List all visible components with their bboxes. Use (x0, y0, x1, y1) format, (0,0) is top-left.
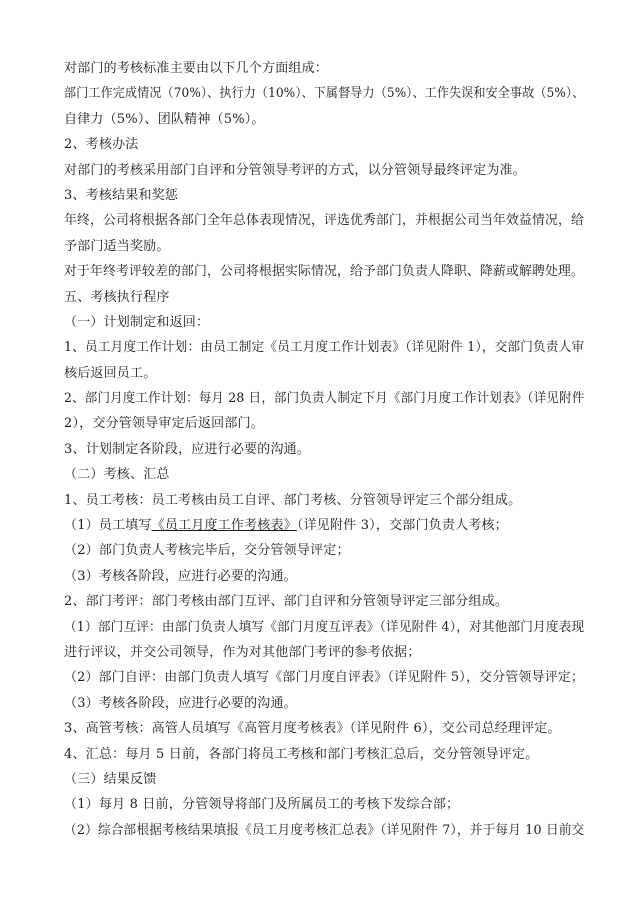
text-line: 予部门适当奖励。 (64, 238, 170, 254)
text-line: 2），交分管领导审定后返回部门。 (64, 416, 264, 432)
text-line: 2、部门考评：部门考核由部门互评、部门自评和分管领导评定三部分组成。 (64, 594, 509, 610)
text-line: （1）每月 8 日前，分管领导将部门及所属员工的考核下发综合部； (64, 797, 460, 813)
subsection-heading: （一）计划制定和返回： (64, 314, 210, 330)
underlined-form-title: 《员工月度工作考核表》 (151, 518, 297, 534)
text-line: 部门工作完成情况（70%）、执行力（10%）、下属督导力（5%）、工作失误和安全事故（5%）、 (64, 86, 585, 102)
text-line: （3）考核各阶段，应进行必要的沟通。 (64, 695, 297, 711)
text-line: 3、计划制定各阶段，应进行必要的沟通。 (64, 441, 311, 457)
text-line: （2）部门自评：由部门负责人填写《部门月度自评表》（详见附件 5），交分管领导评定； (64, 670, 585, 686)
text-line: 2、部门月度工作计划：每月 28 日，部门负责人制定下月《部门月度工作计划表》（详见附件 (64, 391, 585, 407)
document-body (64, 56, 584, 843)
section-heading: 五、考核执行程序 (64, 289, 170, 305)
text-line (64, 513, 584, 538)
text-line: 核后返回员工。 (64, 365, 157, 381)
section-heading: 2、考核办法 (64, 137, 139, 153)
text-segment: （1）员工填写 (64, 518, 152, 534)
text-line: 1、员工考核：员工考核由员工自评、部门考核、分管领导评定三个部分组成。 (64, 492, 522, 508)
text-line: 3、高管考核：高管人员填写《高管月度考核表》（详见附件 6），交公司总经理评定。 (64, 721, 561, 737)
text-line: 4、汇总：每月 5 日前，各部门将员工考核和部门考核汇总后，交分管领导评定。 (64, 746, 539, 762)
text-line: （2）综合部根据考核结果填报《员工月度考核汇总表》（详见附件 7），并于每月 10 日前交 (64, 822, 585, 838)
subsection-heading: （三）结果反馈 (64, 771, 157, 787)
text-line: （3）考核各阶段，应进行必要的沟通。 (64, 568, 297, 584)
text-line: 年终，公司将根据各部门全年总体表现情况，评选优秀部门，并根据公司当年效益情况，给 (64, 213, 585, 229)
text-segment: （详见附件 3），交部门负责人考核； (296, 518, 508, 534)
text-line: 1、员工月度工作计划：由员工制定《员工月度工作计划表》（详见附件 1），交部门负责人审 (64, 340, 585, 356)
text-line: 对于年终考评较差的部门，公司将根据实际情况，给予部门负责人降职、降薪或解聘处理。 (64, 264, 585, 280)
text-line: 进行评议，并交公司领导，作为对其他部门考评的参考依据； (64, 644, 421, 660)
text-line: （2）部门负责人考核完毕后，交分管领导评定； (64, 543, 350, 559)
section-heading: 3、考核结果和奖惩 (64, 187, 179, 203)
text-line: 自律力（5%）、团队精神（5%）。 (64, 111, 265, 127)
text-line: 对部门的考核标准主要由以下几个方面组成： (64, 61, 329, 76)
text-line: （1）部门互评：由部门负责人填写《部门月度互评表》（详见附件 4），对其他部门月度表现 (64, 619, 585, 635)
text-line: 对部门的考核采用部门自评和分管领导考评的方式，以分管领导最终评定为准。 (64, 162, 527, 178)
subsection-heading: （二）考核、汇总 (64, 467, 170, 483)
